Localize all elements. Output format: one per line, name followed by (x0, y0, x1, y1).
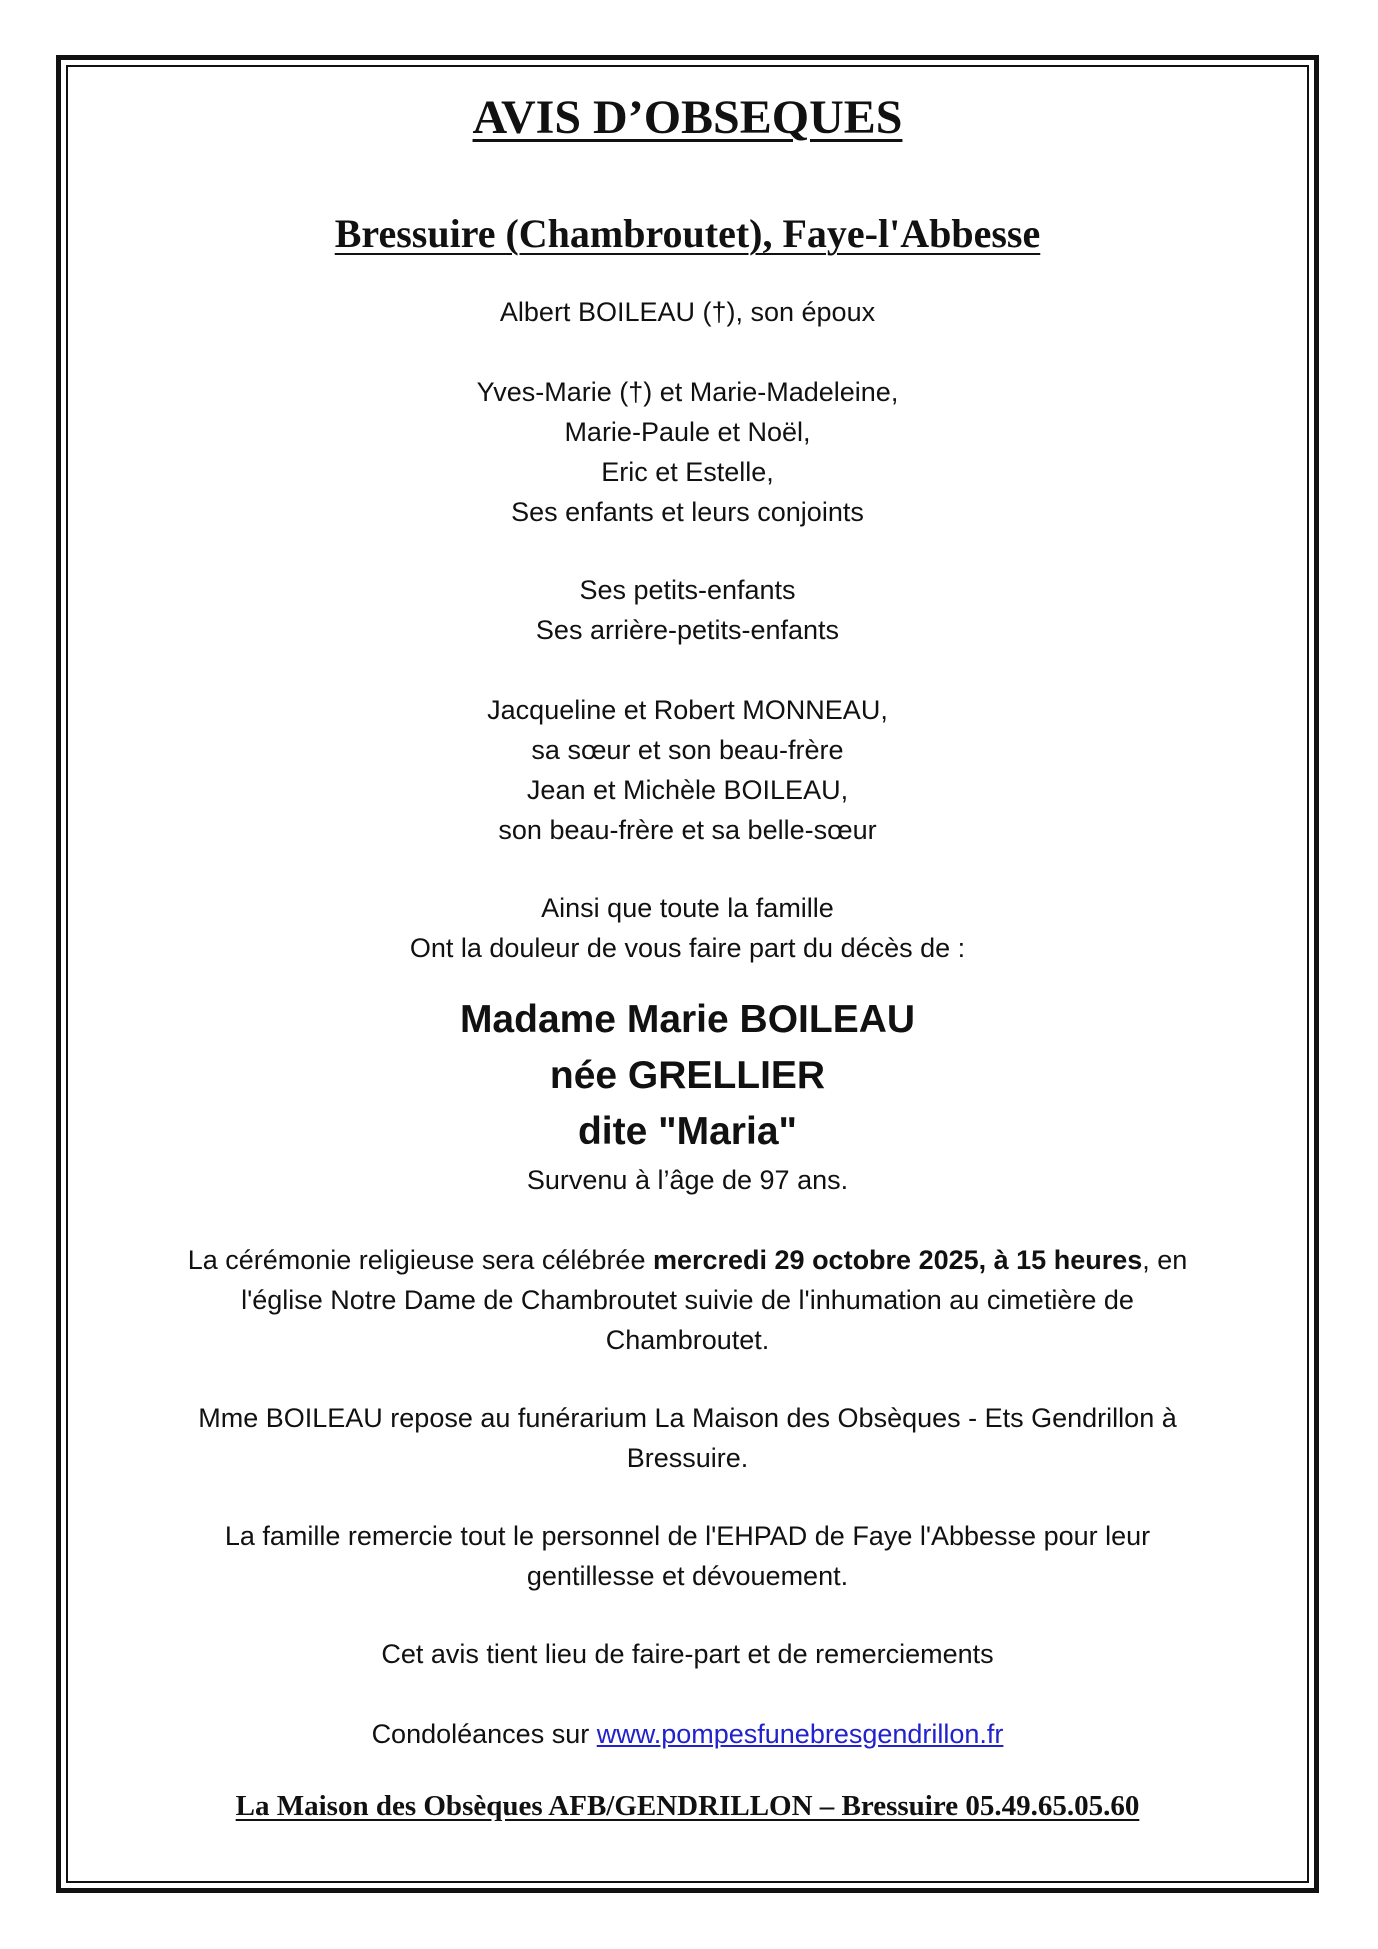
ceremony-date: mercredi 29 octobre 2025, à 15 heures (652, 1245, 1143, 1275)
notice-line: Cet avis tient lieu de faire-part et de remerciements (381, 1639, 994, 1669)
children-line: Eric et Estelle, (601, 457, 774, 487)
announcement-line: Ont la douleur de vous faire part du décès de : (409, 933, 966, 963)
grandchildren-line: Ses petits-enfants (579, 575, 796, 605)
condolences-link[interactable]: www.pompesfunebresgendrillon.fr (596, 1719, 1004, 1749)
children-line: Yves-Marie (†) et Marie-Madeleine, (476, 377, 899, 407)
notice-title: AVIS D’OBSEQUES (472, 91, 903, 144)
siblings-line: son beau-frère et sa belle-sœur (498, 815, 877, 845)
announcement-line: Ainsi que toute la famille (541, 893, 834, 923)
deceased-nickname: dite "Maria" (577, 1110, 798, 1153)
siblings-line: Jean et Michèle BOILEAU, (526, 775, 849, 805)
deceased-name: Madame Marie BOILEAU (459, 998, 916, 1041)
condolences-label: Condoléances sur (371, 1719, 597, 1749)
spouse-block (70, 292, 1305, 332)
inner-border (66, 65, 1309, 1883)
ceremony-paragraph (160, 1240, 1215, 1360)
grandchildren-block (70, 570, 1305, 650)
place-heading: Bressuire (Chambroutet), Faye-l'Abbesse (334, 211, 1041, 256)
funeral-home-footer: La Maison des Obsèques AFB/GENDRILLON – Bressuire 05.49.65.05.60 (235, 1790, 1140, 1822)
condolences-line (160, 1714, 1215, 1754)
siblings-line: Jacqueline et Robert MONNEAU, (487, 695, 888, 725)
ceremony-suffix: , en l'église Notre Dame de Chambroutet suivie de l'inhumation au cimetière de Chambroutet. (241, 1245, 1188, 1355)
thanks-paragraph: La famille remercie tout le personnel de l'EHPAD de Faye l'Abbesse pour leur gentillesse et dévouement. (224, 1521, 1151, 1591)
deceased-maiden-name: née GRELLIER (549, 1054, 826, 1097)
ceremony-prefix: La cérémonie religieuse sera célébrée (187, 1245, 653, 1275)
announcement-block (70, 888, 1305, 968)
deceased-block (70, 992, 1305, 1160)
age-line: Survenu à l’âge de 97 ans. (526, 1165, 849, 1195)
children-line: Marie-Paule et Noël, (564, 417, 811, 447)
rest-paragraph: Mme BOILEAU repose au funérarium La Maison des Obsèques - Ets Gendrillon à Bressuire. (198, 1403, 1177, 1473)
grandchildren-line: Ses arrière-petits-enfants (535, 615, 840, 645)
children-block (70, 372, 1305, 532)
children-line: Ses enfants et leurs conjoints (511, 497, 864, 527)
spouse-line: Albert BOILEAU (†), son époux (499, 297, 876, 327)
siblings-line: sa sœur et son beau-frère (531, 735, 844, 765)
siblings-block (70, 690, 1305, 850)
